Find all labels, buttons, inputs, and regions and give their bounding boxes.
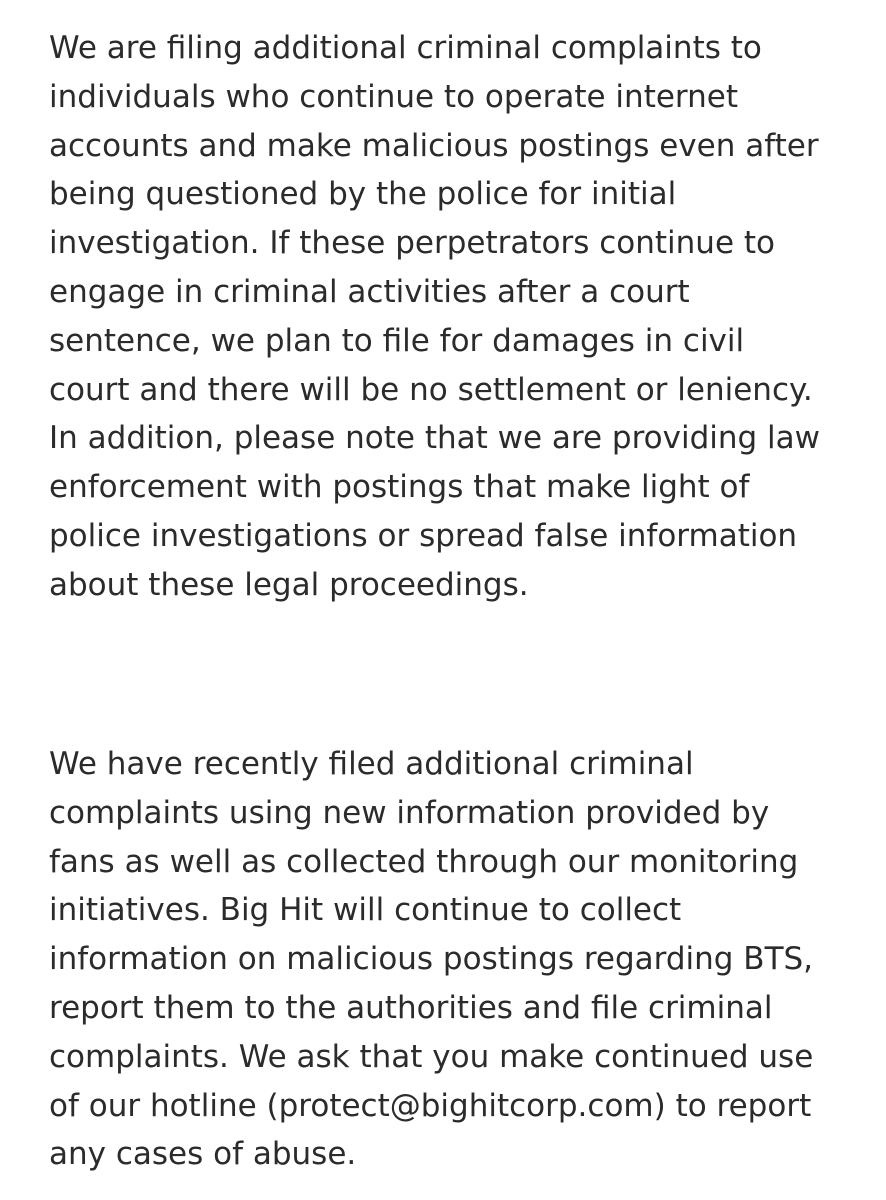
text-line: initiatives. Big Hit will continue to collect (49, 892, 682, 929)
text-line: police investigations or spread false information (49, 517, 798, 554)
text-line: enforcement with postings that make light of (49, 469, 750, 506)
text-line: In addition, please note that we are providing law (49, 420, 821, 457)
text-line: accounts and make malicious postings even after (49, 127, 819, 164)
text-line: any cases of abuse. (49, 1136, 357, 1173)
text-line: sentence, we plan to file for damages in civil (49, 322, 745, 359)
text-line: being questioned by the police for initial (49, 176, 677, 213)
text-line: about these legal proceedings. (49, 566, 529, 603)
text-line: of our hotline (protect@bighitcorp.com) to report (49, 1087, 812, 1124)
text-line: complaints using new information provided by (49, 794, 770, 831)
text-line: We have recently filed additional criminal (49, 746, 694, 782)
text-line: investigation. If these perpetrators continue to (49, 225, 776, 262)
text-line: fans as well as collected through our monitoring (49, 843, 799, 880)
text-line: report them to the authorities and file criminal (49, 989, 773, 1026)
text-line: complaints. We ask that you make continued use (49, 1038, 814, 1075)
text-line: information on malicious postings regarding BTS, (49, 941, 814, 978)
text-line: We are filing additional criminal complaints to (49, 30, 762, 66)
text-line: engage in criminal activities after a court (49, 273, 690, 310)
text-line: individuals who continue to operate internet (49, 78, 738, 115)
text-line: court and there will be no settlement or leniency. (49, 371, 813, 408)
paragraph-hotline-notice (49, 740, 879, 1179)
paragraph-legal-action (49, 24, 879, 610)
